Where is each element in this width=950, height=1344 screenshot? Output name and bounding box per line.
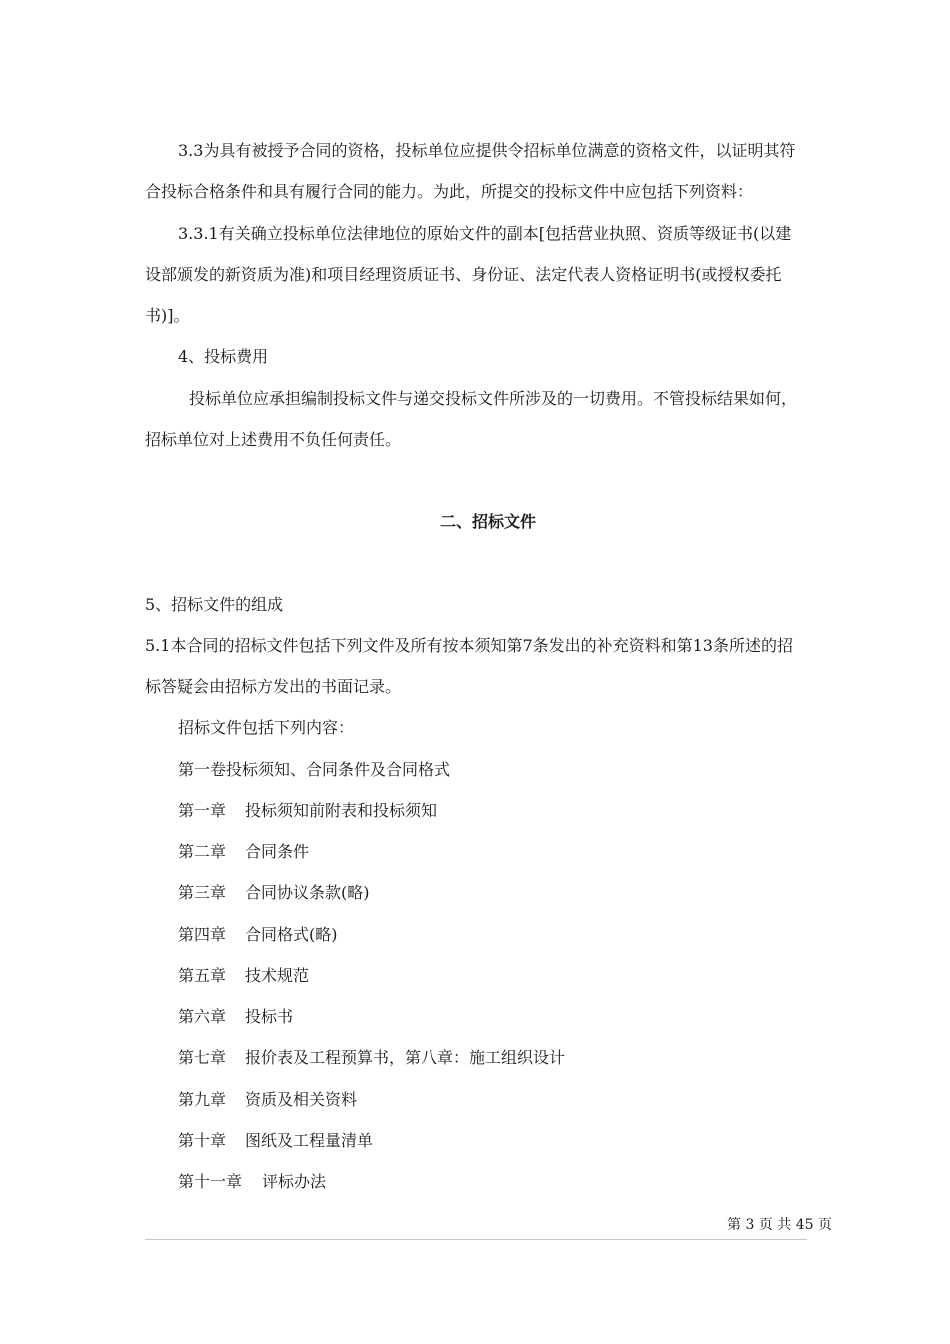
paragraph-5-1-line-1: 5.1本合同的招标文件包括下列文件及所有按本须知第7条发出的补充资料和第13条所述的招 (145, 636, 793, 655)
chapter-title: 合同格式(略) (245, 925, 338, 944)
item-5-title: 5、招标文件的组成 (145, 595, 284, 614)
item-4-title: 4、投标费用 (178, 347, 269, 366)
paragraph-3-3-1-line-2: 设部颁发的新资质为准)和项目经理资质证书、身份证、法定代表人资格证明书(或授权委托 (145, 265, 782, 284)
chapter-item (178, 1048, 565, 1068)
chapter-title: 技术规范 (245, 966, 310, 985)
chapter-number: 第六章 (178, 1007, 227, 1026)
page-number: 第 3 页 共 45 页 (727, 1217, 832, 1233)
chapter-title: 报价表及工程预算书，第八章：施工组织设计 (245, 1048, 566, 1067)
chapter-number: 第七章 (178, 1048, 227, 1067)
chapter-number: 第三章 (178, 883, 227, 902)
paragraph-3-3-line-1: 3.3为具有被授予合同的资格，投标单位应提供令招标单位满意的资格文件，以证明其符 (178, 141, 796, 160)
chapter-item (178, 1172, 326, 1192)
paragraph-3-3-1-line-1: 3.3.1有关确立投标单位法律地位的原始文件的副本[包括营业执照、资质等级证书(以建 (178, 224, 792, 243)
section-heading: 二、招标文件 (439, 512, 536, 531)
chapter-title: 合同条件 (245, 842, 310, 861)
chapter-item (178, 801, 437, 821)
footer-divider (145, 1239, 807, 1240)
paragraph-3-3-line-2: 合投标合格条件和具有履行合同的能力。为此，所提交的投标文件中应包括下列资料： (145, 182, 754, 201)
item-4-line-2: 招标单位对上述费用不负任何责任。 (145, 430, 402, 449)
chapter-title: 资质及相关资料 (245, 1090, 358, 1109)
chapter-title: 图纸及工程量清单 (245, 1131, 374, 1150)
chapter-number: 第二章 (178, 842, 227, 861)
chapter-item (178, 883, 370, 903)
chapter-item (178, 966, 309, 986)
chapter-item (178, 1090, 357, 1110)
chapter-item (178, 1131, 373, 1151)
chapter-number: 第九章 (178, 1090, 227, 1109)
chapter-number: 第十章 (178, 1131, 227, 1150)
item-4-line-1: 投标单位应承担编制投标文件与递交投标文件所涉及的一切费用。不管投标结果如何， (189, 389, 798, 408)
chapter-item (178, 1007, 293, 1027)
chapter-title: 投标书 (245, 1007, 294, 1026)
chapter-title: 投标须知前附表和投标须知 (245, 801, 438, 820)
chapter-number: 第五章 (178, 966, 227, 985)
contents-intro: 招标文件包括下列内容： (178, 718, 355, 737)
paragraph-5-1-line-2: 标答疑会由招标方发出的书面记录。 (145, 677, 402, 696)
chapter-item (178, 925, 338, 945)
paragraph-3-3-1-line-3: 书)]。 (145, 306, 190, 325)
chapter-title: 评标办法 (262, 1172, 327, 1191)
chapter-item (178, 842, 309, 862)
chapter-number: 第四章 (178, 925, 227, 944)
chapter-title: 合同协议条款(略) (245, 883, 370, 902)
chapter-number: 第一章 (178, 801, 227, 820)
volume-1-title: 第一卷投标须知、合同条件及合同格式 (178, 760, 451, 779)
chapter-number: 第十一章 (178, 1172, 243, 1191)
